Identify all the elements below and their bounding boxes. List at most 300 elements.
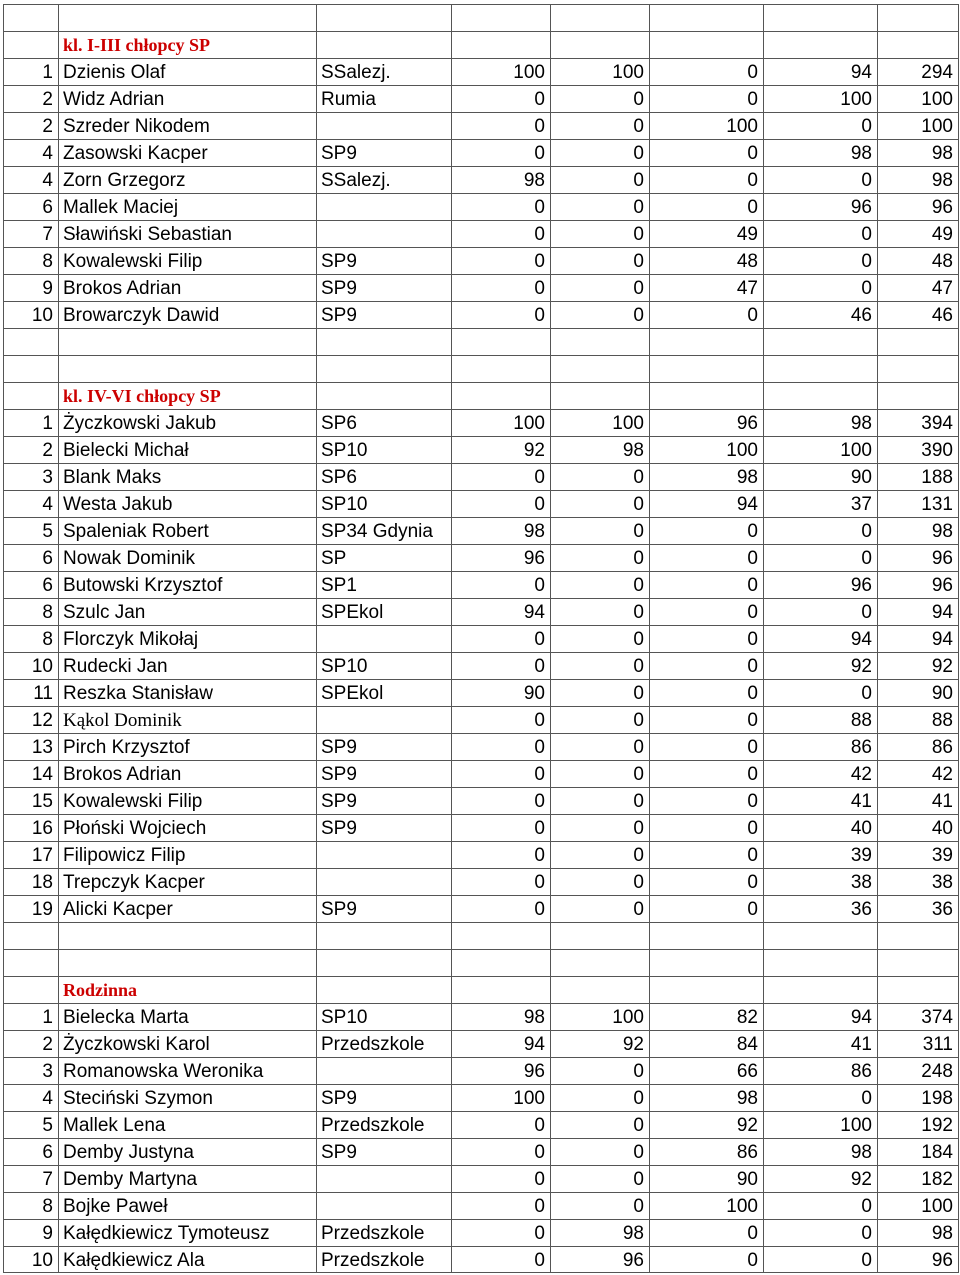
club-cell: SP9 [316,139,451,166]
name-cell: Filipowicz Filip [58,841,316,868]
total-cell: 182 [877,1165,959,1192]
score-2-cell: 0 [550,1057,649,1084]
score-4-cell: 94 [763,625,877,652]
score-3-cell [649,922,763,949]
total-cell: 86 [877,733,959,760]
table-row [0,1030,960,1057]
name-cell: Steciński Szymon [58,1084,316,1111]
rank-cell: 10 [3,301,58,328]
total-cell [877,31,959,58]
table-row [0,247,960,274]
score-1-cell: 0 [451,706,550,733]
club-cell: SP1 [316,571,451,598]
club-cell: SP9 [316,733,451,760]
total-cell: 198 [877,1084,959,1111]
club-cell [316,1165,451,1192]
name-cell: Nowak Dominik [58,544,316,571]
score-4-cell [763,328,877,355]
score-2-cell: 0 [550,247,649,274]
score-2-cell: 0 [550,1084,649,1111]
score-2-cell [550,922,649,949]
table-row [0,1192,960,1219]
rank-cell: 2 [3,112,58,139]
name-cell: Życzkowski Karol [58,1030,316,1057]
score-3-cell: 100 [649,436,763,463]
name-cell: Westa Jakub [58,490,316,517]
rank-cell: 11 [3,679,58,706]
total-cell: 96 [877,1246,959,1273]
score-1-cell [451,382,550,409]
club-cell: SP6 [316,463,451,490]
rank-cell [3,949,58,976]
table-row [0,1057,960,1084]
score-2-cell: 0 [550,274,649,301]
score-3-cell: 0 [649,652,763,679]
score-4-cell [763,31,877,58]
name-cell: Trepczyk Kacper [58,868,316,895]
rank-cell: 19 [3,895,58,922]
name-cell: Demby Martyna [58,1165,316,1192]
score-3-cell: 0 [649,58,763,85]
blank-row [0,4,960,31]
score-2-cell: 100 [550,1003,649,1030]
score-1-cell: 98 [451,517,550,544]
score-1-cell: 0 [451,1111,550,1138]
score-2-cell: 0 [550,517,649,544]
score-3-cell: 100 [649,1192,763,1219]
score-1-cell: 0 [451,841,550,868]
score-2-cell: 0 [550,85,649,112]
club-cell: SP9 [316,760,451,787]
club-cell: Rumia [316,85,451,112]
club-cell: Przedszkole [316,1219,451,1246]
name-cell: Szulc Jan [58,598,316,625]
score-3-cell: 92 [649,1111,763,1138]
score-3-cell: 0 [649,733,763,760]
score-4-cell: 100 [763,1111,877,1138]
total-cell: 98 [877,1219,959,1246]
score-3-cell: 47 [649,274,763,301]
score-2-cell: 0 [550,706,649,733]
score-2-cell [550,976,649,1003]
rank-cell: 2 [3,85,58,112]
score-3-cell [649,4,763,31]
score-1-cell: 0 [451,139,550,166]
name-cell [58,922,316,949]
score-3-cell: 100 [649,112,763,139]
score-2-cell: 98 [550,436,649,463]
club-cell [316,949,451,976]
club-cell [316,1192,451,1219]
club-cell: SPEkol [316,598,451,625]
score-2-cell: 92 [550,1030,649,1057]
name-cell: Życzkowski Jakub [58,409,316,436]
club-cell [316,4,451,31]
score-4-cell: 90 [763,463,877,490]
table-row [0,490,960,517]
score-2-cell: 0 [550,814,649,841]
total-cell [877,922,959,949]
score-3-cell: 0 [649,1246,763,1273]
table-row [0,58,960,85]
name-cell: Florczyk Mikołaj [58,625,316,652]
table-row [0,193,960,220]
name-cell [58,328,316,355]
club-cell: SP9 [316,274,451,301]
score-1-cell: 0 [451,814,550,841]
table-row [0,598,960,625]
rank-cell: 13 [3,733,58,760]
score-2-cell: 100 [550,409,649,436]
total-cell: 100 [877,85,959,112]
table-row [0,112,960,139]
score-2-cell: 0 [550,841,649,868]
club-cell [316,355,451,382]
score-1-cell: 0 [451,274,550,301]
score-4-cell [763,382,877,409]
table-row [0,895,960,922]
rank-cell: 4 [3,166,58,193]
score-4-cell: 100 [763,436,877,463]
rank-cell: 10 [3,652,58,679]
score-4-cell: 0 [763,1192,877,1219]
score-3-cell [649,31,763,58]
name-cell: Reszka Stanisław [58,679,316,706]
score-3-cell: 0 [649,517,763,544]
score-4-cell: 0 [763,166,877,193]
name-cell: Zorn Grzegorz [58,166,316,193]
name-cell: Pirch Krzysztof [58,733,316,760]
score-2-cell: 0 [550,868,649,895]
club-cell: SP9 [316,814,451,841]
total-cell [877,949,959,976]
score-4-cell: 40 [763,814,877,841]
rank-cell: 4 [3,490,58,517]
club-cell [316,706,451,733]
total-cell: 98 [877,166,959,193]
score-4-cell: 38 [763,868,877,895]
rank-cell: 16 [3,814,58,841]
score-1-cell: 0 [451,652,550,679]
total-cell: 248 [877,1057,959,1084]
score-4-cell: 96 [763,571,877,598]
score-4-cell: 0 [763,112,877,139]
score-3-cell: 90 [649,1165,763,1192]
table-row [0,1084,960,1111]
score-2-cell: 100 [550,58,649,85]
club-cell [316,976,451,1003]
score-2-cell: 0 [550,139,649,166]
name-cell: Alicki Kacper [58,895,316,922]
club-cell [316,382,451,409]
score-3-cell [649,355,763,382]
name-cell: Szreder Nikodem [58,112,316,139]
rank-cell: 9 [3,1219,58,1246]
score-4-cell: 41 [763,1030,877,1057]
score-4-cell: 98 [763,139,877,166]
table-row [0,733,960,760]
name-cell: Brokos Adrian [58,760,316,787]
table-row [0,436,960,463]
score-4-cell: 39 [763,841,877,868]
blank-row [0,355,960,382]
score-1-cell: 0 [451,85,550,112]
score-3-cell: 0 [649,544,763,571]
score-2-cell: 0 [550,598,649,625]
rank-cell: 15 [3,787,58,814]
score-4-cell: 0 [763,517,877,544]
club-cell [316,841,451,868]
score-1-cell [451,976,550,1003]
total-cell: 96 [877,193,959,220]
score-3-cell: 0 [649,868,763,895]
score-2-cell: 0 [550,544,649,571]
blank-row [0,922,960,949]
rank-cell: 2 [3,1030,58,1057]
score-1-cell: 94 [451,598,550,625]
club-cell [316,1057,451,1084]
club-cell: SP9 [316,301,451,328]
total-cell: 39 [877,841,959,868]
score-1-cell: 0 [451,220,550,247]
rank-cell: 6 [3,1138,58,1165]
score-4-cell: 41 [763,787,877,814]
score-1-cell: 0 [451,1138,550,1165]
section-title: Rodzinna [63,980,138,1000]
club-cell: SPEkol [316,679,451,706]
club-cell [316,112,451,139]
club-cell: SP10 [316,1003,451,1030]
score-1-cell [451,922,550,949]
name-cell: Butowski Krzysztof [58,571,316,598]
score-2-cell: 0 [550,895,649,922]
table-row [0,1165,960,1192]
rank-cell: 17 [3,841,58,868]
score-2-cell [550,31,649,58]
total-cell: 94 [877,625,959,652]
score-1-cell: 100 [451,1084,550,1111]
table-row [0,787,960,814]
name-cell: Kowalewski Filip [58,787,316,814]
score-1-cell: 0 [451,571,550,598]
score-3-cell: 84 [649,1030,763,1057]
score-1-cell: 0 [451,193,550,220]
rank-cell: 1 [3,58,58,85]
score-4-cell [763,4,877,31]
rank-cell [3,976,58,1003]
score-2-cell: 0 [550,112,649,139]
score-3-cell: 0 [649,787,763,814]
table-row [0,220,960,247]
rank-cell: 1 [3,1003,58,1030]
total-cell [877,4,959,31]
table-row [0,85,960,112]
score-3-cell: 0 [649,85,763,112]
score-3-cell: 0 [649,139,763,166]
rank-cell: 2 [3,436,58,463]
total-cell: 184 [877,1138,959,1165]
score-1-cell: 96 [451,544,550,571]
score-1-cell [451,31,550,58]
table-row [0,706,960,733]
club-cell: SP9 [316,787,451,814]
total-cell: 36 [877,895,959,922]
score-4-cell [763,976,877,1003]
name-cell [58,949,316,976]
score-4-cell: 0 [763,274,877,301]
total-cell: 40 [877,814,959,841]
rank-cell: 8 [3,247,58,274]
rank-cell: 7 [3,220,58,247]
total-cell: 394 [877,409,959,436]
table-row [0,1138,960,1165]
rank-cell: 8 [3,598,58,625]
score-3-cell: 0 [649,706,763,733]
score-3-cell: 94 [649,490,763,517]
score-4-cell: 0 [763,544,877,571]
score-1-cell [451,4,550,31]
section-title: kl. IV-VI chłopcy SP [63,386,221,406]
score-4-cell [763,949,877,976]
score-4-cell [763,355,877,382]
club-cell: Przedszkole [316,1246,451,1273]
rank-cell: 8 [3,625,58,652]
score-4-cell [763,922,877,949]
rank-cell: 7 [3,1165,58,1192]
club-cell: SP34 Gdynia [316,517,451,544]
score-3-cell: 0 [649,679,763,706]
rank-cell [3,382,58,409]
rank-cell: 6 [3,571,58,598]
score-1-cell: 0 [451,1192,550,1219]
table-row [0,1111,960,1138]
score-4-cell: 100 [763,85,877,112]
score-1-cell: 94 [451,1030,550,1057]
club-cell: SP10 [316,436,451,463]
score-1-cell: 0 [451,1219,550,1246]
total-cell [877,382,959,409]
table-row [0,166,960,193]
score-1-cell [451,949,550,976]
score-1-cell: 100 [451,409,550,436]
score-2-cell: 0 [550,679,649,706]
score-1-cell: 0 [451,247,550,274]
score-3-cell: 0 [649,895,763,922]
score-2-cell: 0 [550,1138,649,1165]
table-row [0,274,960,301]
score-3-cell: 98 [649,463,763,490]
total-cell: 42 [877,760,959,787]
rank-cell [3,355,58,382]
blank-row [0,949,960,976]
table-row [0,409,960,436]
club-cell: Przedszkole [316,1030,451,1057]
name-cell: Rudecki Jan [58,652,316,679]
name-cell [58,31,316,58]
score-3-cell: 0 [649,625,763,652]
total-cell: 98 [877,517,959,544]
club-cell [316,868,451,895]
rank-cell: 5 [3,1111,58,1138]
score-2-cell: 0 [550,571,649,598]
name-cell: Blank Maks [58,463,316,490]
score-2-cell: 0 [550,625,649,652]
score-4-cell: 96 [763,193,877,220]
club-cell [316,625,451,652]
name-cell: Mallek Maciej [58,193,316,220]
name-cell [58,355,316,382]
name-cell: Płoński Wojciech [58,814,316,841]
score-4-cell: 98 [763,1138,877,1165]
club-cell: SP9 [316,247,451,274]
score-1-cell: 98 [451,166,550,193]
total-cell: 294 [877,58,959,85]
rank-cell: 14 [3,760,58,787]
total-cell [877,355,959,382]
name-cell: Kąkol Dominik [58,706,316,733]
score-4-cell: 0 [763,1084,877,1111]
score-2-cell: 0 [550,1192,649,1219]
name-cell: Mallek Lena [58,1111,316,1138]
score-4-cell: 0 [763,1219,877,1246]
score-3-cell: 66 [649,1057,763,1084]
club-cell: Przedszkole [316,1111,451,1138]
club-cell: SP10 [316,652,451,679]
rank-cell: 6 [3,544,58,571]
total-cell: 374 [877,1003,959,1030]
club-cell: SP9 [316,1138,451,1165]
score-1-cell: 96 [451,1057,550,1084]
score-2-cell: 0 [550,301,649,328]
total-cell: 390 [877,436,959,463]
score-2-cell [550,328,649,355]
score-4-cell: 0 [763,679,877,706]
club-cell [316,922,451,949]
name-cell: Kałędkiewicz Tymoteusz [58,1219,316,1246]
score-1-cell: 0 [451,760,550,787]
score-2-cell: 0 [550,760,649,787]
total-cell: 96 [877,571,959,598]
score-3-cell: 48 [649,247,763,274]
table-row [0,814,960,841]
club-cell [316,220,451,247]
name-cell: Bielecka Marta [58,1003,316,1030]
results-table [0,4,960,1273]
total-cell: 131 [877,490,959,517]
club-cell: SP [316,544,451,571]
rank-cell: 4 [3,1084,58,1111]
total-cell: 96 [877,544,959,571]
name-cell: Kałędkiewicz Ala [58,1246,316,1273]
score-3-cell: 96 [649,409,763,436]
score-4-cell: 98 [763,409,877,436]
club-cell: SP9 [316,895,451,922]
score-1-cell: 90 [451,679,550,706]
score-1-cell: 92 [451,436,550,463]
score-4-cell: 0 [763,220,877,247]
name-cell: Romanowska Weronika [58,1057,316,1084]
score-3-cell: 98 [649,1084,763,1111]
section-header-row [0,31,960,58]
score-3-cell [649,949,763,976]
total-cell: 47 [877,274,959,301]
name-cell: Bielecki Michał [58,436,316,463]
rank-cell: 4 [3,139,58,166]
total-cell: 38 [877,868,959,895]
table-row [0,139,960,166]
total-cell: 188 [877,463,959,490]
table-row [0,868,960,895]
